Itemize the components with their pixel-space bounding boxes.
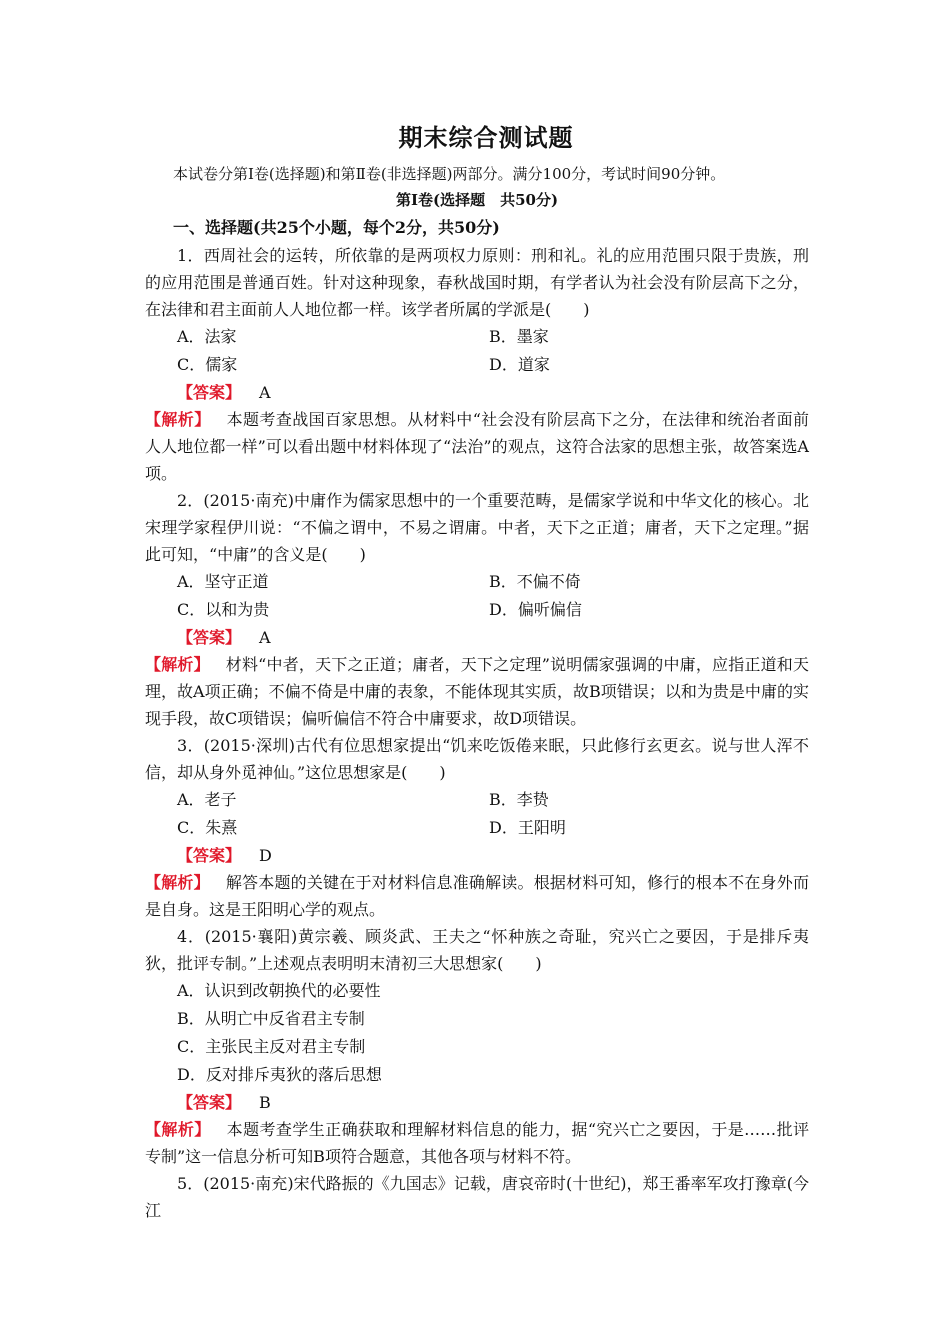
option-d: D．偏听偏信: [489, 600, 582, 619]
option-row: [145, 568, 809, 596]
answer-tag: 【答案】: [177, 383, 242, 402]
option-c: C．儒家: [177, 355, 238, 374]
option-a: A．老子: [177, 790, 237, 809]
option-b: B．李贽: [489, 790, 549, 809]
option-row: [145, 351, 809, 379]
option-row: [145, 814, 809, 842]
exam-intro: 本试卷分第Ⅰ卷(选择题)和第Ⅱ卷(非选择题)两部分。满分100分，考试时间90分钟。: [173, 165, 726, 183]
option-a: A．认识到改朝换代的必要性: [177, 981, 381, 1000]
explanation: [145, 651, 809, 732]
option-b: B．墨家: [489, 327, 549, 346]
answer-line: [145, 624, 809, 651]
answer-tag: 【答案】: [177, 628, 242, 647]
explanation-text: 材料“中者，天下之正道；庸者，天下之定理”说明儒家强调的中庸，应指正道和天理，故A项正确；不偏不倚是中庸的表象，不能体现其实质，故B项错误；以和为贵是中庸的实现手段，故C项错误；偏听偏信不符合中庸要求，故D项错误。: [145, 655, 809, 728]
option-row: [145, 596, 809, 624]
question-stem: 5．(2015·南充)宋代路振的《九国志》记载，唐哀帝时(十世纪)，郑王番率军攻打豫章(今江: [145, 1174, 809, 1220]
answer-tag: 【答案】: [177, 1093, 242, 1112]
answer-value: A: [259, 383, 271, 402]
question-3: [145, 732, 809, 923]
explain-tag: 【解析】: [145, 1120, 211, 1139]
option-a: A．坚守正道: [177, 572, 269, 591]
explanation: [145, 1116, 809, 1170]
option-c: C．主张民主反对君主专制: [177, 1037, 366, 1056]
option-a: A．法家: [177, 327, 237, 346]
question-stem: 3．(2015·深圳)古代有位思想家提出“饥来吃饭倦来眠，只此修行玄更玄。说与世人浑不信，却从身外觅神仙。”这位思想家是( ): [145, 736, 809, 782]
question-stem: 2．(2015·南充)中庸作为儒家思想中的一个重要范畴，是儒家学说和中华文化的核心。北宋理学家程伊川说：“不偏之谓中，不易之谓庸。中者，天下之正道；庸者，天下之定理。”据此可知，“中庸”的含义是( ): [145, 491, 809, 564]
explain-tag: 【解析】: [145, 655, 210, 674]
explain-tag: 【解析】: [145, 410, 211, 429]
answer-line: [145, 842, 809, 869]
answer-tag: 【答案】: [177, 846, 242, 865]
option-c: C．以和为贵: [177, 600, 270, 619]
explanation-text: 解答本题的关键在于对材料信息准确解读。根据材料可知，修行的根本不在身外而是自身。这是王阳明心学的观点。: [145, 873, 809, 919]
option-d: D．反对排斥夷狄的落后思想: [177, 1065, 382, 1084]
answer-line: [145, 1089, 809, 1116]
part-heading: 第Ⅰ卷(选择题 共50分): [395, 191, 559, 209]
explanation: [145, 406, 809, 487]
answer-value: D: [259, 846, 272, 865]
explain-tag: 【解析】: [145, 873, 210, 892]
option-d: D．道家: [489, 355, 550, 374]
explanation-text: 本题考查学生正确获取和理解材料信息的能力，据“究兴亡之要因，于是……批评专制”这一信息分析可知B项符合题意，其他各项与材料不符。: [145, 1120, 809, 1166]
question-1: [145, 242, 809, 487]
exam-page: [145, 118, 809, 1224]
question-stem: 1．西周社会的运转，所依靠的是两项权力原则：刑和礼。礼的应用范围只限于贵族，刑的应用范围是普通百姓。针对这种现象，春秋战国时期，有学者认为社会没有阶层高下之分，在法律和君主面前人人地位都一样。该学者所属的学派是( ): [145, 246, 809, 319]
section-heading: 一、选择题(共25个小题，每个2分，共50分): [173, 218, 500, 237]
question-5: [145, 1170, 809, 1224]
question-stem: 4．(2015·襄阳)黄宗羲、顾炎武、王夫之“怀种族之奇耻，究兴亡之要因，于是排斥夷狄，批评专制。”上述观点表明明末清初三大思想家( ): [145, 927, 809, 973]
option-c: C．朱熹: [177, 818, 238, 837]
question-4: [145, 923, 809, 1170]
explanation-text: 本题考查战国百家思想。从材料中“社会没有阶层高下之分，在法律和统治者面前人人地位都一样”可以看出题中材料体现了“法治”的观点，这符合法家的思想主张，故答案选A项。: [145, 410, 809, 483]
option-row: [145, 786, 809, 814]
option-b: B．从明亡中反省君主专制: [177, 1009, 365, 1028]
option-d: D．王阳明: [489, 818, 566, 837]
explanation: [145, 869, 809, 923]
option-b: B．不偏不倚: [489, 572, 581, 591]
answer-line: [145, 379, 809, 406]
option-row: [145, 323, 809, 351]
answer-value: B: [259, 1093, 271, 1112]
page-title: 期末综合测试题: [398, 123, 574, 152]
answer-value: A: [259, 628, 271, 647]
question-2: [145, 487, 809, 732]
